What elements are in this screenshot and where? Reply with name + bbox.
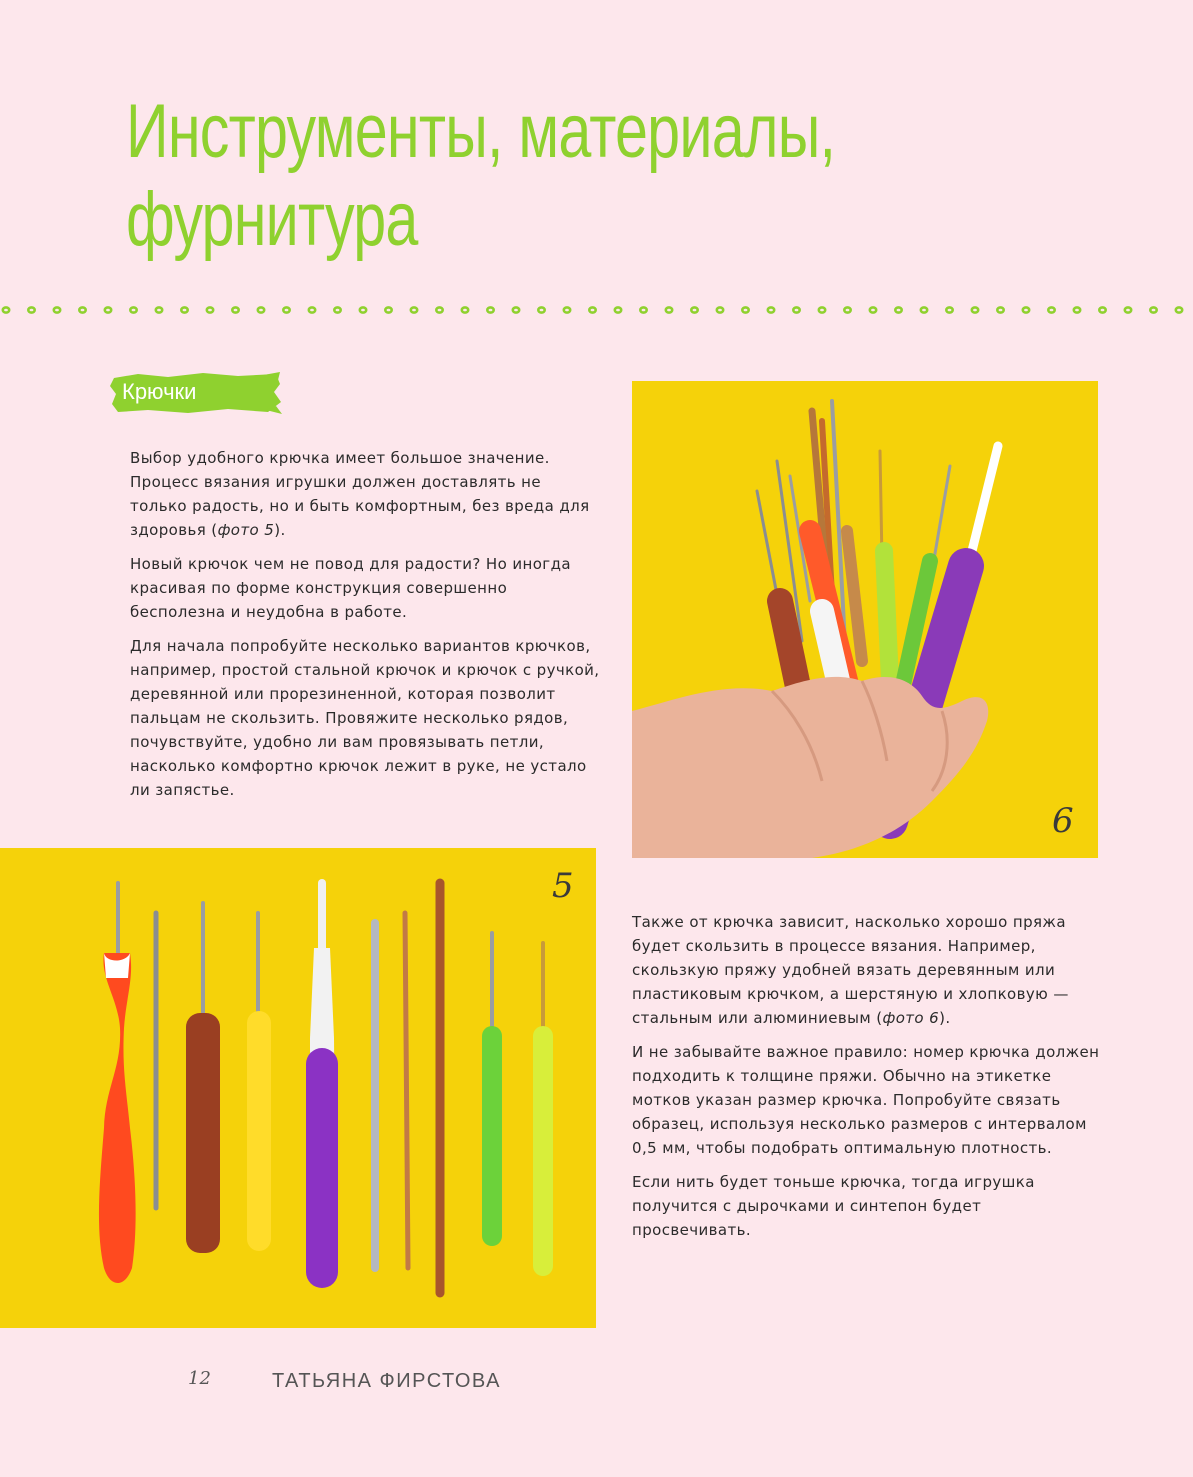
divider-dot [79,307,85,312]
hooks-row-illustration [0,848,596,1328]
photo-reference: фото 5 [217,521,275,539]
divider-dot [3,307,9,312]
chapter-title-line-1: Инструменты, материалы, [126,89,836,174]
section-label: Крючки [122,379,197,404]
divider-dot [181,307,187,312]
divider-dot [589,307,595,312]
divider-dot [564,307,570,312]
photo-row-of-hooks [0,848,596,1328]
dotted-divider [0,302,1193,318]
hooks-in-hand-illustration [632,381,1098,858]
photo-number: 5 [552,866,574,906]
page-number: 12 [188,1368,211,1389]
divider-dot [538,307,544,312]
divider-dot [640,307,646,312]
divider-dot [105,307,111,312]
divider-dot [717,307,723,312]
right-text-column [632,910,1102,1252]
divider-dot [768,307,774,312]
divider-dot [1074,307,1080,312]
chapter-title-line-2: фурнитура [126,177,418,262]
divider-dot [844,307,850,312]
divider-dot [258,307,264,312]
divider-dot [997,307,1003,312]
divider-dot [411,307,417,312]
chapter-title [126,88,890,264]
divider-dot [742,307,748,312]
divider-dot [895,307,901,312]
divider-dot [870,307,876,312]
divider-dot [1150,307,1156,312]
divider-dot [972,307,978,312]
divider-dot [462,307,468,312]
photo-reference: фото 6 [882,1009,940,1027]
divider-dot [385,307,391,312]
divider-dot [232,307,238,312]
divider-dot [436,307,442,312]
divider-dot [156,307,162,312]
section-badge-hooks [108,370,282,416]
divider-dot [334,307,340,312]
paragraph: Также от крючка зависит, насколько хорошо пряжа будет скользить в процессе вязания. Например, скользкую пряжу удобней вязать деревянным или пластиковым крючком, а шерстяную и хлопковую — стальным или алюминиевым (фото 6). [632,913,1069,1027]
photo-hand-with-hooks [632,381,1098,858]
paragraph: Новый крючок чем не повод для радости? Но иногда красивая по форме конструкция совершенно бесполезна и неудобна в работе. [130,555,571,621]
photo-number: 6 [1052,801,1074,841]
divider-dot [793,307,799,312]
divider-dot [615,307,621,312]
divider-dot [283,307,289,312]
paragraph: Если нить будет тоньше крючка, тогда игрушка получится с дырочками и синтепон будет просвечивать. [632,1173,1035,1239]
author-name: ТАТЬЯНА ФИРСТОВА [272,1370,501,1392]
divider-dot [1176,307,1182,312]
divider-dot [1023,307,1029,312]
divider-dot [819,307,825,312]
divider-dot [207,307,213,312]
divider-dot [1099,307,1105,312]
paragraph: И не забывайте важное правило: номер крючка должен подходить к толщине пряжи. Обычно на этикетке мотков указан размер крючка. Попробуйте связать образец, используя несколько размеров с интервалом 0,5 мм, чтобы подобрать оптимальную плотность. [632,1043,1100,1157]
divider-dot [666,307,672,312]
divider-dot [946,307,952,312]
divider-dot [921,307,927,312]
paragraph: Выбор удобного крючка имеет большое значение. Процесс вязания игрушки должен доставлять не только радость, но и быть комфортным, без вреда для здоровья (фото 5). [130,449,590,539]
divider-dot [130,307,136,312]
divider-dot [1125,307,1131,312]
divider-dot [28,307,34,312]
paragraph: Для начала попробуйте несколько вариантов крючков, например, простой стальной крючок и крючок с ручкой, деревянной или прорезиненной, которая позволит пальцам не скользить. Провяжите несколько рядов, почувствуйте, удобно ли вам провязывать петли, насколько комфортно крючок лежит в руке, не устало ли запястье. [130,637,600,799]
divider-dot [54,307,60,312]
divider-dot [360,307,366,312]
divider-dot [309,307,315,312]
divider-dot [1048,307,1054,312]
divider-dot [691,307,697,312]
divider-dot [513,307,519,312]
left-text-column [130,446,600,812]
divider-dot [487,307,493,312]
